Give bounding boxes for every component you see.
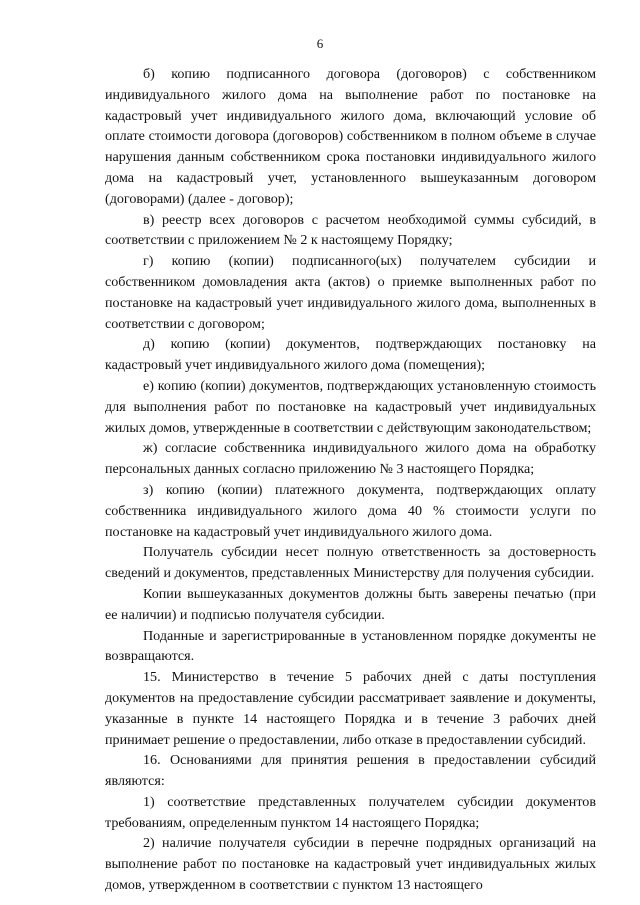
paragraph-g-acceptance-acts: г) копию (копии) подписанного(ых) получателем субсидии и собственником домовладения акта (актов) о приемке выполненных работ по постановке на кадастровый учет индивидуального жилого дома, выполненных в соответствии с договором; <box>105 253 596 332</box>
paragraph-responsibility: Получатель субсидии несет полную ответственность за достоверность сведений и документов, представленных Министерству для получения субсидии. <box>105 544 596 582</box>
paragraph-certified-copies: Копии вышеуказанных документов должны быть заверены печатью (при ее наличии) и подписью получателя субсидии. <box>105 585 596 623</box>
paragraph-d-registration-documents: д) копию (копии) документов, подтверждающих постановку на кадастровый учет индивидуального жилого дома (помещения); <box>105 336 596 374</box>
paragraph-v-contracts-registry: в) реестр всех договоров с расчетом необходимой суммы субсидий, в соответствии с приложением № 2 к настоящему Порядку; <box>105 211 596 249</box>
paragraph-item-16-1: 1) соответствие представленных получателем субсидии документов требованиям, определенным пунктом 14 настоящего Порядка; <box>105 793 596 831</box>
paragraph-zh-personal-data-consent: ж) согласие собственника индивидуального жилого дома на обработку персональных данных согласно приложению № 3 настоящего Порядка; <box>105 440 596 478</box>
paragraph-documents-not-returned: Поданные и зарегистрированные в установленном порядке документы не возвращаются. <box>105 627 596 665</box>
paragraph-item-16-2: 2) наличие получателя субсидии в перечне подрядных организаций на выполнение работ по постановке на кадастровый учет индивидуальных жилых домов, утвержденном в соответствии с пунктом 13 настоящего <box>105 835 596 894</box>
page-number: 6 <box>316 36 324 51</box>
paragraph-b-contract-copy: б) копию подписанного договора (договоров) с собственником индивидуального жилого дома на выполнение работ по постановке на кадастровый учет индивидуального жилого дома, включающий условие об оплате стоимости договора (договоров) собственником в полном объеме в случае нарушения данным собственником срока постановки индивидуального жилого дома на кадастровый учет, установленного вышеуказанным договором (договорами) (далее - договор); <box>105 66 596 207</box>
paragraph-z-payment-document: з) копию (копии) платежного документа, подтверждающих оплату собственника индивидуального жилого дома 40 % стоимости услуги по постановке на кадастровый учет индивидуального жилого дома. <box>105 481 596 540</box>
paragraph-e-cost-documents: е) копию (копии) документов, подтверждающих установленную стоимость для выполнения работ по постановке на кадастровый учет индивидуальных жилых домов, утвержденные в соответствии с действующим законодательством; <box>105 377 596 436</box>
document-body <box>105 64 596 896</box>
paragraph-item-15: 15. Министерство в течение 5 рабочих дней с даты поступления документов на предоставление субсидии рассматривает заявление и документы, указанные в пункте 14 настоящего Порядка и в течение 3 рабочих дней принимает решение о предоставлении, либо отказе в предоставлении субсидий. <box>105 669 596 748</box>
paragraph-item-16: 16. Основаниями для принятия решения в предоставлении субсидий являются: <box>105 752 596 790</box>
